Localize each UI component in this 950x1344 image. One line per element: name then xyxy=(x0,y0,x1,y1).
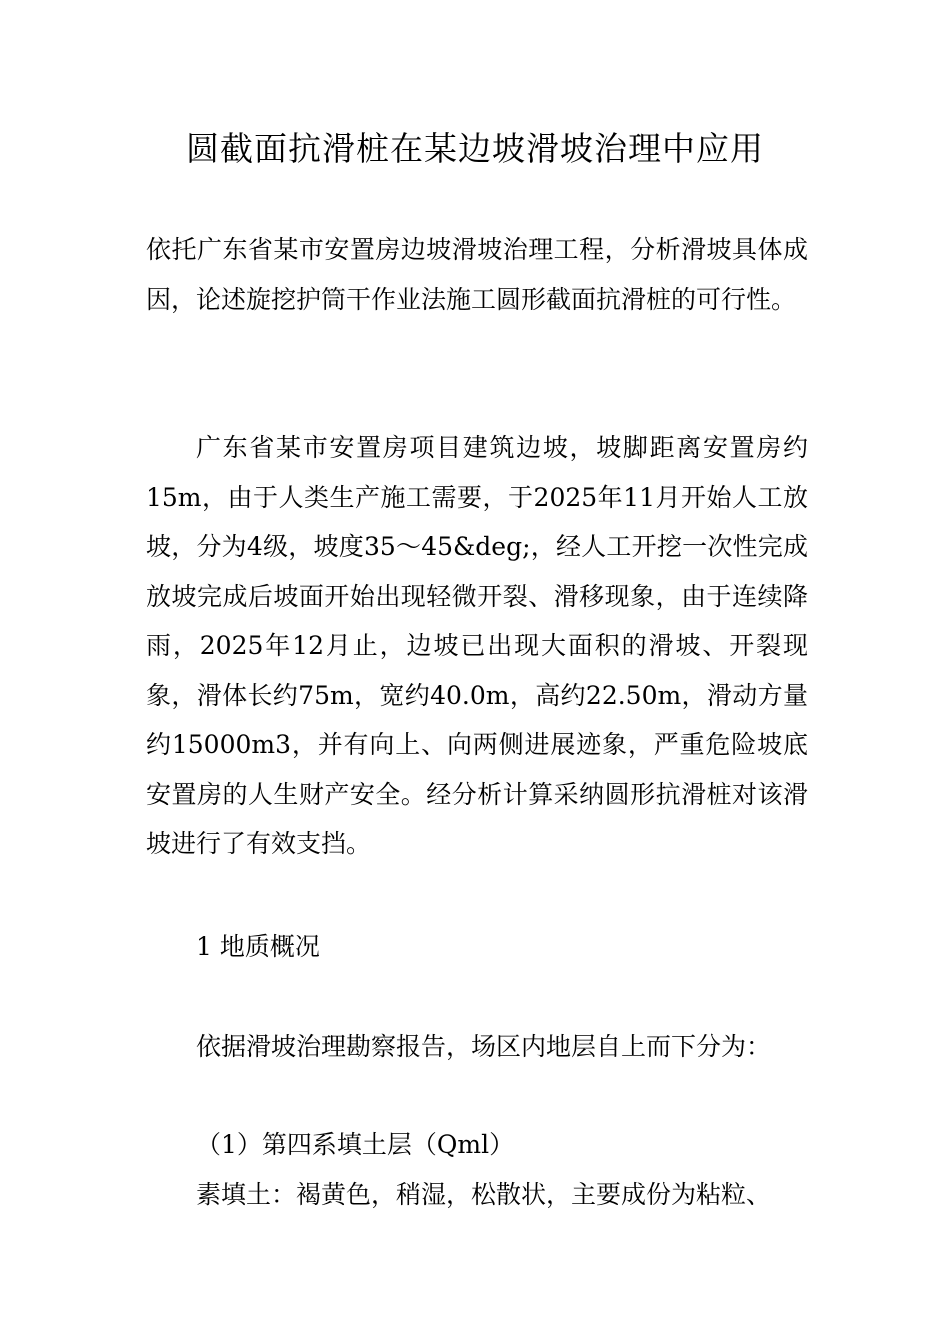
layer-description-fill: 素填土：褐黄色，稍湿，松散状，主要成份为粘粒、 xyxy=(196,1180,772,1209)
strata-intro-paragraph: 依据滑坡治理勘察报告，场区内地层自上而下分为： xyxy=(196,1032,772,1061)
layer-heading-fill: （1）第四系填土层（Qml） xyxy=(196,1130,515,1159)
document-title: 圆截面抗滑桩在某边坡滑坡治理中应用 xyxy=(186,129,764,168)
intro-paragraph: 广东省某市安置房项目建筑边坡，坡脚距离安置房约15m，由于人类生产施工需要，于2025年11月开始人工放坡，分为4级，坡度35～45&deg;，经人工开挖一次性完成放坡完成后坡面开始出现轻微开裂、滑移现象，由于连续降雨，2025年12月止，边坡已出现大面积的滑坡、开裂现象，滑体长约75m，宽约40.0m，高约22.50m，滑动方量约15000m3，并有向上、向两侧进展迹象，严重危险坡底安置房的人生财产安全。经分析计算采纳圆形抗滑桩对该滑坡进行了有效支挡。 xyxy=(146,433,808,858)
section-heading-geology: 1 地质概况 xyxy=(196,932,320,961)
abstract-paragraph: 依托广东省某市安置房边坡滑坡治理工程，分析滑坡具体成因，论述旋挖护筒干作业法施工圆形截面抗滑桩的可行性。 xyxy=(146,235,808,314)
